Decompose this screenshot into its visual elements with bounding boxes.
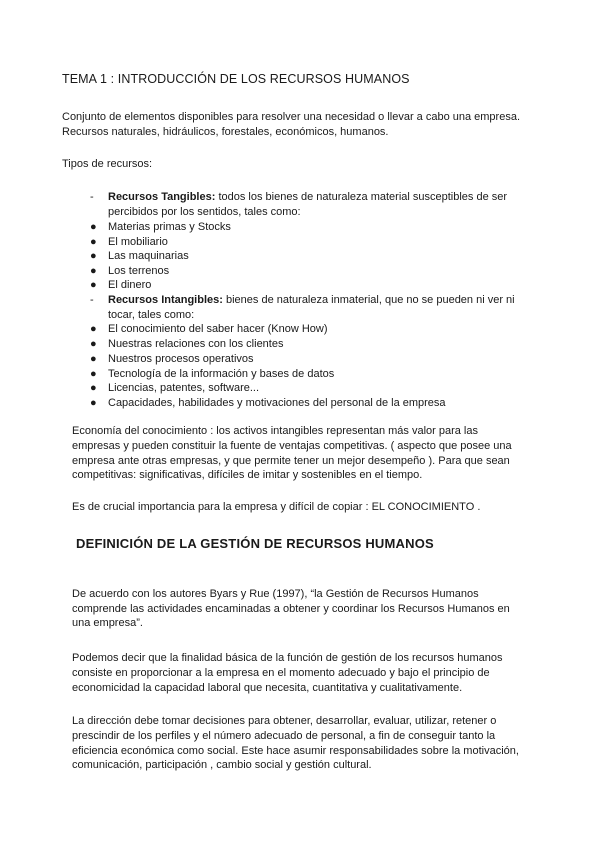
intro-line-2: Recursos naturales, hidráulicos, forestales, económicos, humanos. <box>62 126 389 138</box>
bullet-marker: ● <box>90 338 97 350</box>
dash-marker: - <box>90 191 94 203</box>
bullet-marker: ● <box>90 368 97 380</box>
direccion-line-3: eficiencia económica como social. Este hace asumir responsabilidades sobre la motivación, <box>72 745 519 757</box>
bullet-marker: ● <box>90 221 97 233</box>
economia-line-2: empresas y pueden constituir la fuente de ventajas competitivas. ( aspecto que posee una <box>72 440 512 452</box>
bullet-marker: ● <box>90 250 97 262</box>
list-item: Licencias, patentes, software... <box>108 382 260 394</box>
byars-line-1: De acuerdo con los autores Byars y Rue (1997), “la Gestión de Recursos Humanos <box>72 588 479 600</box>
bullet-marker: ● <box>90 397 97 409</box>
bullet-marker: ● <box>90 353 97 365</box>
finalidad-line-1: Podemos decir que la finalidad básica de la función de gestión de los recursos humanos <box>72 652 503 664</box>
finalidad-line-3: economicidad la capacidad laboral que necesita, cuantitativa y cualitativamente. <box>72 682 463 694</box>
list-item: Materias primas y Stocks <box>108 221 231 233</box>
list-item: Los terrenos <box>108 265 170 277</box>
economia-line-3: empresa ante otras empresas, y que permite tener un mejor desempeño ). Para que sean <box>72 455 510 467</box>
bullet-marker: ● <box>90 279 97 291</box>
finalidad-line-2: consiste en proporcionar a la empresa en el momento adecuado y bajo el principio de <box>72 667 490 679</box>
list-item: El conocimiento del saber hacer (Know How) <box>108 323 328 335</box>
tipos-label: Tipos de recursos: <box>62 158 153 170</box>
byars-line-2: comprende las actividades encaminadas a obtener y coordinar los Recursos Humanos en <box>72 603 510 615</box>
direccion-line-4: comunicación, participación , cambio social y gestión cultural. <box>72 759 372 771</box>
crucial-line: Es de crucial importancia para la empresa y difícil de copiar : EL CONOCIMIENTO . <box>72 501 481 513</box>
intangibles-desc-1: bienes de naturaleza inmaterial, que no se pueden ni ver ni <box>222 294 515 306</box>
bullet-marker: ● <box>90 323 97 335</box>
economia-line-4: competitivas: significativas, difíciles de imitar y sostenibles en el tiempo. <box>72 469 423 481</box>
dash-marker: - <box>90 294 94 306</box>
intro-line-1: Conjunto de elementos disponibles para resolver una necesidad o llevar a cabo una empresa. <box>62 111 521 123</box>
byars-line-3: una empresa”. <box>72 617 143 629</box>
direccion-line-1: La dirección debe tomar decisiones para obtener, desarrollar, evaluar, utilizar, retener o <box>72 715 497 727</box>
intangibles-term: Recursos Intangibles: <box>108 294 223 306</box>
list-item: Capacidades, habilidades y motivaciones del personal de la empresa <box>108 397 446 409</box>
list-item: Las maquinarias <box>108 250 189 262</box>
list-item: Nuestros procesos operativos <box>108 353 254 365</box>
bullet-marker: ● <box>90 236 97 248</box>
tangibles-line-1 <box>108 190 507 205</box>
economia-line-1: Economía del conocimiento : los activos intangibles representan más valor para las <box>72 425 478 437</box>
tangibles-desc-2: percibidos por los sentidos, tales como: <box>108 206 301 218</box>
list-item: Tecnología de la información y bases de datos <box>108 368 335 380</box>
list-item: El dinero <box>108 279 152 291</box>
list-item: El mobiliario <box>108 236 168 248</box>
section-heading: DEFINICIÓN DE LA GESTIÓN DE RECURSOS HUMANOS <box>76 536 434 551</box>
bullet-marker: ● <box>90 382 97 394</box>
direccion-line-2: prescindir de los perfiles y el número adecuado de personal, a fin de conseguir tanto la <box>72 730 496 742</box>
intangibles-desc-2: tocar, tales como: <box>108 309 195 321</box>
tangibles-desc-1: todos los bienes de naturaleza material susceptibles de ser <box>215 191 508 203</box>
intangibles-line-1 <box>108 293 515 308</box>
bullet-marker: ● <box>90 265 97 277</box>
page-title: TEMA 1 : INTRODUCCIÓN DE LOS RECURSOS HUMANOS <box>62 72 410 86</box>
tangibles-term: Recursos Tangibles: <box>108 191 216 203</box>
list-item: Nuestras relaciones con los clientes <box>108 338 284 350</box>
